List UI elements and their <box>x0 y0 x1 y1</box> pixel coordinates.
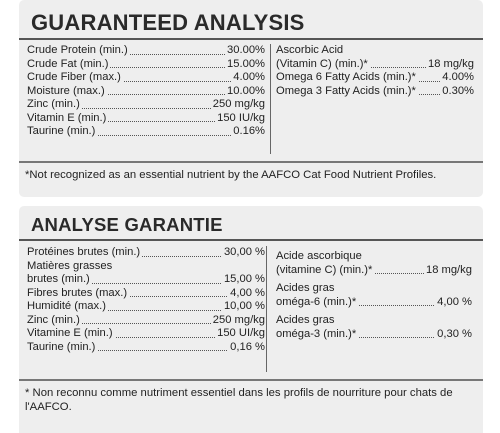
nutrient-row: Taurine (min.) 0,16 % <box>27 340 265 353</box>
nutrient-list-left <box>27 246 265 354</box>
nutrient-heading: Acide ascorbique <box>276 250 362 262</box>
nutrient-heading: Matières grasses <box>27 259 113 272</box>
nutrient-row: Zinc (min.) 250 mg/kg <box>27 313 265 326</box>
panel-title: ANALYSE GARANTIE <box>31 214 223 235</box>
footnote: *Not recognized as an essential nutrient by the AAFCO Cat Food Nutrient Profiles. <box>25 169 437 181</box>
footnote-divider <box>19 379 483 381</box>
nutrient-list-right <box>276 44 474 98</box>
nutrient-row: Crude Protein (min.) 30.00% <box>27 44 265 56</box>
nutrient-heading: Ascorbic Acid <box>276 44 344 56</box>
footnote: * Non reconnu comme nutriment essentiel dans les profils de nourriture pour chats de l'AAFCO. <box>25 387 453 413</box>
panel-title: GUARANTEED ANALYSIS <box>31 10 305 35</box>
column-divider <box>266 246 267 372</box>
nutrient-row: Zinc (min.) 250 mg/kg <box>27 98 265 110</box>
nutrient-row: Vitamin E (min.) 150 IU/kg <box>27 111 265 124</box>
column-divider <box>270 44 271 154</box>
nutrient-row: Protéines brutes (min.) 30,00 % <box>27 246 265 258</box>
nutrient-row: (Vitamin C) (min.)* 18 mg/kg <box>276 57 474 70</box>
nutrient-heading: Acides gras <box>276 282 335 294</box>
title-divider <box>19 38 483 40</box>
nutrient-list-right <box>276 250 472 341</box>
nutrient-row: Omega 6 Fatty Acids (min.)* 4.00% <box>276 71 474 83</box>
nutrient-row: Crude Fat (min.) 15.00% <box>27 57 265 70</box>
nutrient-row: brutes (min.) 15,00 % <box>27 273 265 285</box>
nutrient-row: Taurine (min.) 0.16% <box>27 125 265 137</box>
nutrient-row: Fibres brutes (max.) 4,00 % <box>27 286 265 299</box>
nutrient-row: Moisture (max.) 10.00% <box>27 84 265 97</box>
nutrient-heading: Acides gras <box>276 314 335 326</box>
nutrient-row: Crude Fiber (max.) 4.00% <box>27 71 265 83</box>
footnote-divider <box>19 161 483 163</box>
nutrient-row: Humidité (max.) 10,00 % <box>27 300 265 312</box>
title-divider <box>19 239 483 241</box>
nutrient-list-left <box>27 44 265 139</box>
analyse-garantie-panel <box>19 206 483 433</box>
guaranteed-analysis-panel <box>19 0 483 197</box>
nutrient-row: Omega 3 Fatty Acids (min.)* 0.30% <box>276 84 474 97</box>
nutrient-row: (vitamine C) (min.)* 18 mg/kg <box>276 263 472 276</box>
nutrient-row: oméga-3 (min.)* 0,30 % <box>276 327 472 340</box>
nutrient-row: oméga-6 (min.)* 4,00 % <box>276 295 472 308</box>
nutrient-row: Vitamine E (min.) 150 UI/kg <box>27 327 265 339</box>
